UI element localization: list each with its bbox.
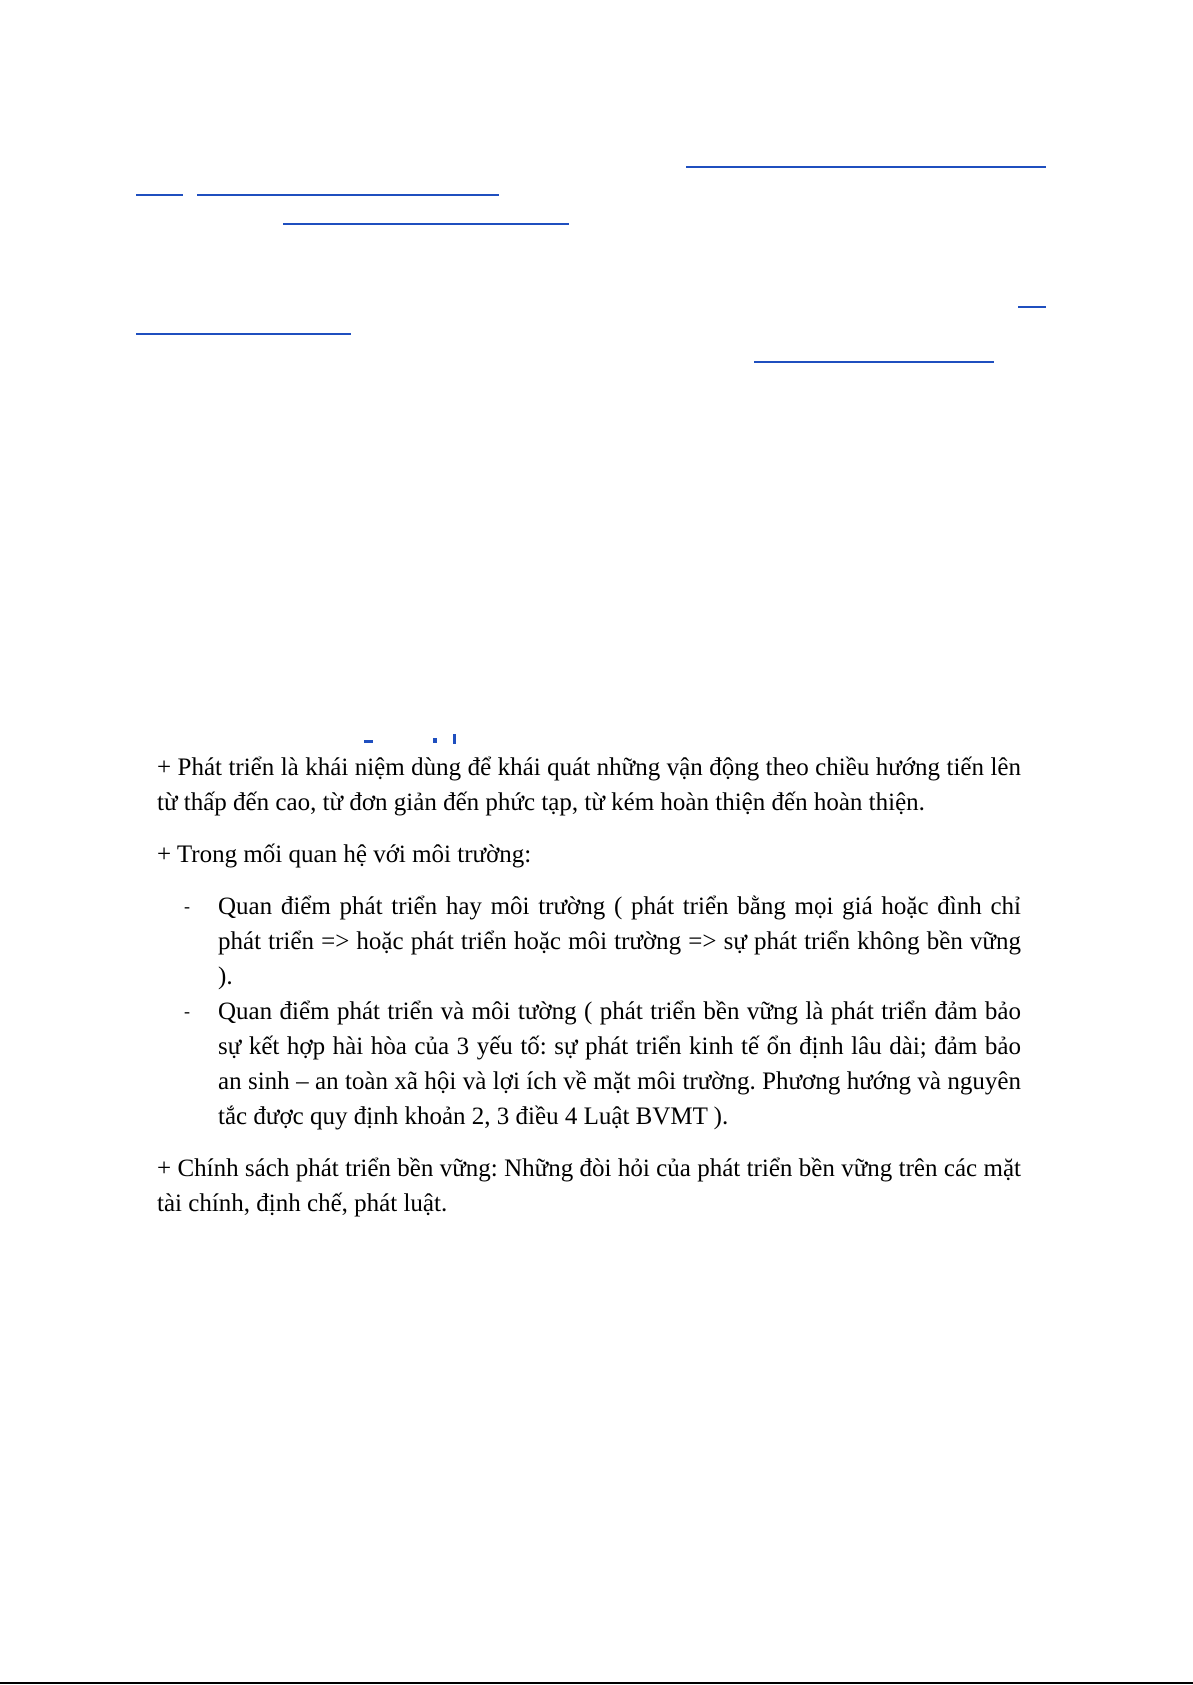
- viewpoints-list: [157, 889, 1021, 1134]
- paragraph-development-definition: + Phát triển là khái niệm dùng để khái quát những vận động theo chiều hướng tiến lên từ thấp đến cao, từ đơn giản đến phức tạp, từ kém hoàn thiện đến hoàn thiện.: [157, 754, 1021, 816]
- hidden-link-underline[interactable]: [197, 194, 499, 196]
- clipped-heading: [340, 730, 480, 746]
- hidden-link-underline[interactable]: [686, 166, 1046, 168]
- paragraph-environment-relation: + Trong mối quan hệ với môi trường:: [157, 841, 532, 868]
- list-item: [184, 889, 1021, 994]
- hidden-link-underline[interactable]: [136, 333, 351, 335]
- hidden-link-underline[interactable]: [136, 194, 183, 196]
- hidden-link-underline[interactable]: [754, 361, 994, 363]
- list-dash-marker: -: [184, 896, 190, 916]
- heading-fragment: [453, 734, 456, 744]
- page-bottom-border: [0, 1682, 1193, 1684]
- hidden-link-underline[interactable]: [283, 223, 569, 225]
- heading-fragment: [364, 740, 373, 743]
- list-item-text: Quan điểm phát triển và môi tường ( phát triển bền vững là phát triển đảm bảo sự kết hợp hài hòa của 3 yếu tố: sự phát triển kinh tế ổn định lâu dài; đảm bảo an sinh – an toàn xã hội và lợi ích về mặt môi trường. Phương hướng và nguyên tắc được quy định khoản 2, 3 điều 4 Luật BVMT ).: [218, 998, 1021, 1130]
- heading-fragment: [433, 738, 437, 743]
- list-item-text: Quan điểm phát triển hay môi trường ( phát triển bằng mọi giá hoặc đình chỉ phát triển => hoặc phát triển hoặc môi trường => sự phát triển không bền vững ).: [218, 893, 1021, 990]
- list-item: [184, 994, 1021, 1134]
- hidden-link-underline[interactable]: [1018, 306, 1046, 308]
- document-body: [157, 750, 1021, 1221]
- paragraph-sustainable-policy: + Chính sách phát triển bền vững: Những đòi hỏi của phát triển bền vững trên các mặt tài chính, định chế, phát luật.: [157, 1155, 1021, 1217]
- list-dash-marker: -: [184, 1001, 190, 1021]
